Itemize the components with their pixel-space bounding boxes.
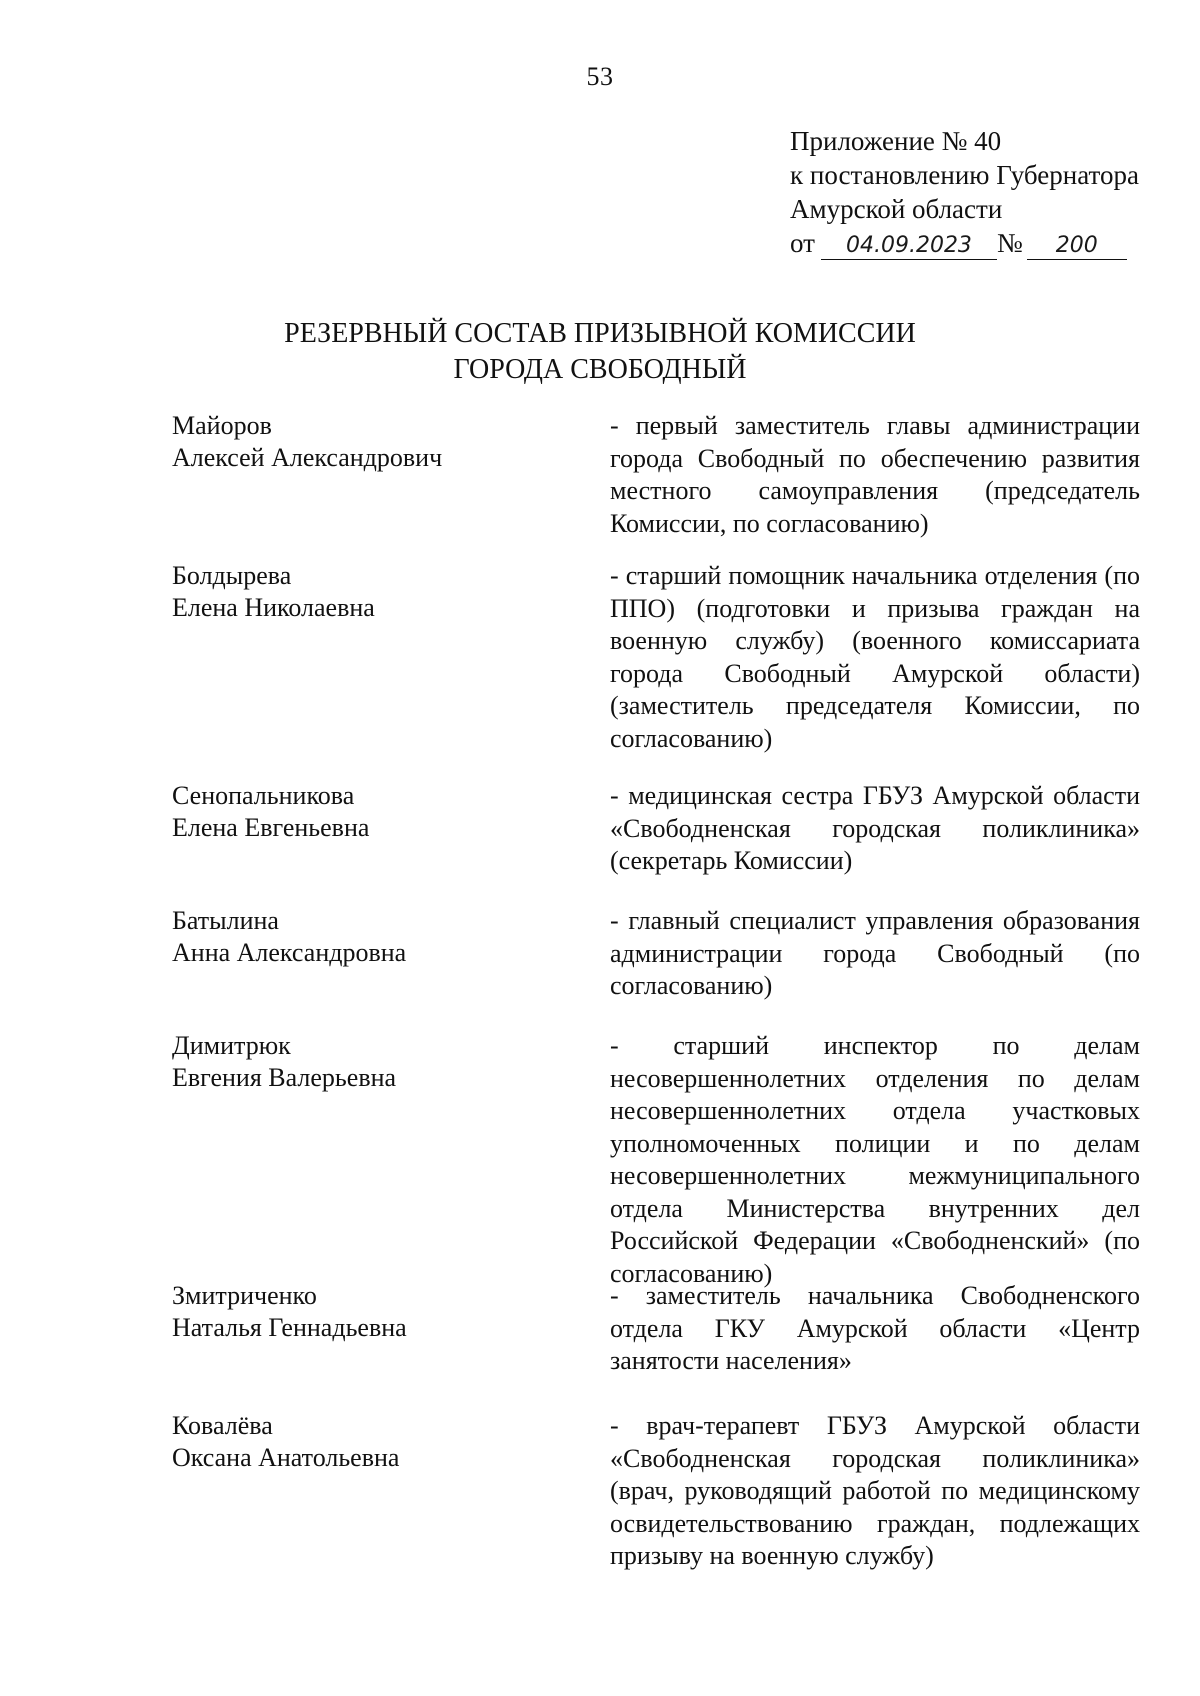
title-line-1: РЕЗЕРВНЫЙ СОСТАВ ПРИЗЫВНОЙ КОМИССИИ: [284, 318, 916, 349]
member-given-names: Анна Александровна: [172, 938, 407, 967]
document-title: [0, 316, 1200, 388]
member-name: [172, 560, 610, 755]
member-name: [172, 410, 610, 540]
member-role: - медицинская сестра ГБУЗ Амурской области «Свободненская городская поликлиника» (секретарь Комиссии): [610, 781, 1140, 875]
member-name: [172, 905, 610, 1003]
member-surname: Ковалёва: [172, 1411, 273, 1440]
member-surname: Змитриченко: [172, 1281, 317, 1310]
member-role: - старший помощник начальника отделения (по ППО) (подготовки и призыва граждан на военную службу) (военного комиссариата города Свободный Амурской области) (заместитель председателя Комиссии, по согласованию): [610, 561, 1140, 753]
member-name: [172, 1030, 610, 1290]
member-role: - врач-терапевт ГБУЗ Амурской области «Свободненская городская поликлиника» (врач, руководящий работой по медицинскому освидетельствованию граждан, подлежащих призыву на военную службу): [610, 1411, 1140, 1570]
member-surname: Майоров: [172, 411, 272, 440]
member-entry: [172, 1410, 1140, 1573]
member-name: [172, 1280, 610, 1378]
member-surname: Болдырева: [172, 561, 292, 590]
member-given-names: Елена Евгеньевна: [172, 813, 370, 842]
appendix-date-line: [790, 226, 1170, 260]
title-line-2: ГОРОДА СВОБОДНЫЙ: [453, 354, 747, 385]
member-role: - заместитель начальника Свободненского отдела ГКУ Амурской области «Центр занятости населения»: [610, 1281, 1140, 1375]
member-given-names: Евгения Валерьевна: [172, 1063, 397, 1092]
page-number: 53: [586, 62, 614, 91]
member-entry: [172, 1280, 1140, 1378]
member-role: - первый заместитель главы администрации города Свободный по обеспечению развития местного самоуправления (председатель Комиссии, по согласованию): [610, 411, 1140, 538]
member-name: [172, 780, 610, 878]
member-entry: [172, 780, 1140, 878]
member-surname: Димитрюк: [172, 1031, 291, 1060]
member-name: [172, 1410, 610, 1573]
member-role: - главный специалист управления образования администрации города Свободный (по согласованию): [610, 906, 1140, 1000]
member-given-names: Елена Николаевна: [172, 593, 375, 622]
member-surname: Батылина: [172, 906, 279, 935]
member-surname: Сенопальникова: [172, 781, 355, 810]
member-entry: [172, 1030, 1140, 1290]
appendix-block: [790, 124, 1170, 260]
member-entry: [172, 560, 1140, 755]
member-given-names: Оксана Анатольевна: [172, 1443, 400, 1472]
member-entry: [172, 905, 1140, 1003]
handwritten-number: 200: [1027, 233, 1127, 260]
appendix-region: Амурской области: [790, 194, 1003, 224]
member-given-names: Алексей Александрович: [172, 443, 443, 472]
member-role: - старший инспектор по делам несовершеннолетних отделения по делам несовершеннолетних отдела участковых уполномоченных полиции и по делам несовершеннолетних межмуниципального отдела Министерства внутренних дел Российской Федерации «Свободненский» (по согласованию): [610, 1031, 1140, 1288]
number-sign: №: [996, 228, 1023, 258]
date-prefix: от: [790, 228, 815, 258]
handwritten-date: 04.09.2023: [821, 233, 997, 260]
appendix-title: Приложение № 40: [790, 126, 1002, 156]
member-entry: [172, 410, 1140, 540]
member-given-names: Наталья Геннадьевна: [172, 1313, 407, 1342]
appendix-resolution: к постановлению Губернатора: [790, 160, 1139, 190]
